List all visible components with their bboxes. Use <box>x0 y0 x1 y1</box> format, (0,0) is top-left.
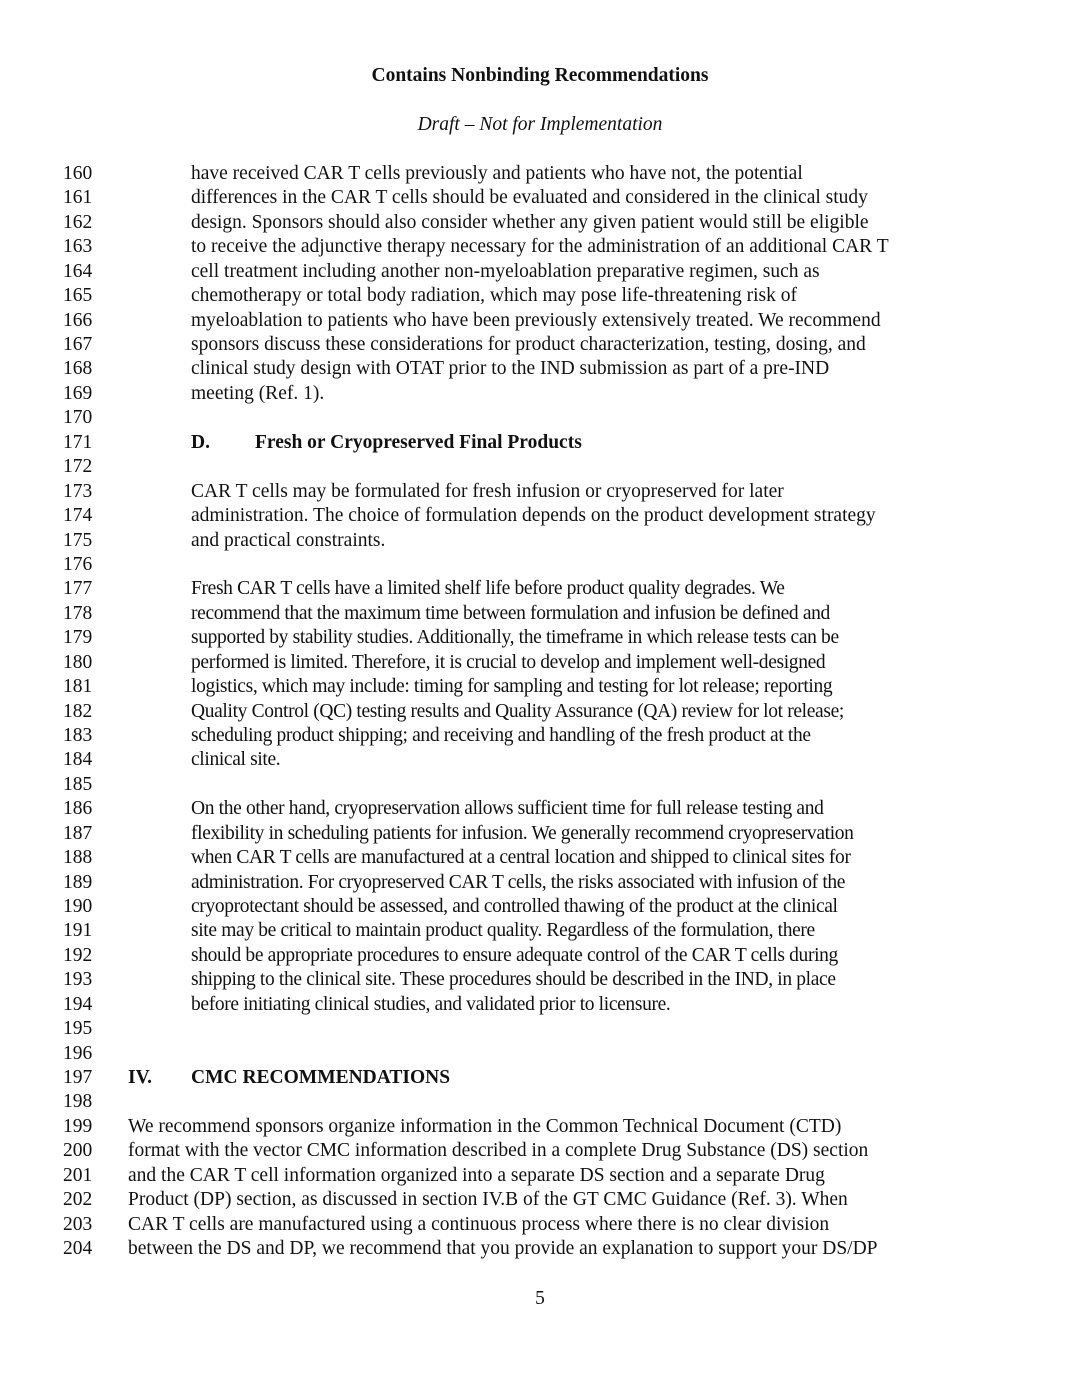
document-line <box>0 553 1080 577</box>
line-text: and practical constraints. <box>191 529 386 551</box>
line-text: should be appropriate procedures to ensure adequate control of the CAR T cells during <box>191 944 838 966</box>
line-text: design. Sponsors should also consider whether any given patient would still be eligible <box>191 211 869 233</box>
document-line <box>0 1115 1080 1139</box>
document-line <box>0 1139 1080 1163</box>
line-number: 202 <box>63 1189 93 1211</box>
line-text: when CAR T cells are manufactured at a central location and shipped to clinical sites for <box>191 847 851 868</box>
document-line <box>0 211 1080 235</box>
line-text: clinical study design with OTAT prior to the IND submission as part of a pre-IND <box>191 358 830 380</box>
line-number: 182 <box>63 700 93 722</box>
section-heading: CMC RECOMMENDATIONS <box>191 1066 451 1088</box>
line-number: 179 <box>63 627 93 649</box>
line-text: and the CAR T cell information organized into a separate DS section and a separate Drug <box>128 1164 825 1186</box>
line-text: meeting (Ref. 1). <box>191 382 325 404</box>
line-number: 198 <box>63 1091 93 1113</box>
line-number: 184 <box>63 749 93 771</box>
document-line <box>0 406 1080 430</box>
header-subtitle: Draft – Not for Implementation <box>417 114 663 135</box>
line-number: 201 <box>63 1164 93 1186</box>
document-line <box>0 309 1080 333</box>
document-line <box>0 480 1080 504</box>
line-number: 174 <box>63 505 93 526</box>
line-number: 185 <box>63 773 93 795</box>
line-text: CAR T cells may be formulated for fresh infusion or cryopreserved for later <box>191 480 784 502</box>
document-line <box>0 919 1080 943</box>
document-line <box>0 577 1080 601</box>
document-line <box>0 944 1080 968</box>
line-number: 178 <box>63 602 93 624</box>
line-number: 183 <box>63 724 93 746</box>
document-line <box>0 504 1080 528</box>
line-number: 164 <box>63 260 93 282</box>
document-line <box>0 700 1080 724</box>
document-line <box>0 529 1080 553</box>
line-number: 177 <box>63 578 93 600</box>
line-text: supported by stability studies. Additionally, the timeframe in which release tests can be <box>191 627 839 649</box>
line-number: 173 <box>63 480 93 502</box>
line-number: 193 <box>63 969 93 991</box>
line-text: administration. The choice of formulation depends on the product development strategy <box>191 505 876 526</box>
document-line <box>0 1017 1080 1041</box>
document-line <box>0 162 1080 186</box>
line-number: 191 <box>63 920 93 942</box>
line-number: 163 <box>63 236 93 258</box>
document-line <box>0 1066 1080 1090</box>
document-line <box>0 382 1080 406</box>
line-number: 188 <box>63 847 93 868</box>
line-number: 200 <box>63 1140 93 1162</box>
line-text: chemotherapy or total body radiation, which may pose life-threatening risk of <box>191 285 797 307</box>
line-text: have received CAR T cells previously and patients who have not, the potential <box>191 163 803 184</box>
line-text: flexibility in scheduling patients for infusion. We generally recommend cryopreservation <box>191 822 854 844</box>
document-line <box>0 968 1080 992</box>
document-line <box>0 675 1080 699</box>
document-line <box>0 871 1080 895</box>
line-number: 169 <box>63 382 93 404</box>
document-line <box>0 333 1080 357</box>
line-text: sponsors discuss these considerations for product characterization, testing, dosing, and <box>191 334 866 355</box>
document-line <box>0 1042 1080 1066</box>
line-number: 162 <box>63 211 93 233</box>
line-text: between the DS and DP, we recommend that you provide an explanation to support your DS/DP <box>128 1237 878 1259</box>
line-text: format with the vector CMC information described in a complete Drug Substance (DS) section <box>128 1140 869 1162</box>
line-number: 199 <box>63 1115 93 1137</box>
line-number: 189 <box>63 871 93 893</box>
document-line <box>0 602 1080 626</box>
document-line <box>0 1237 1080 1261</box>
line-number: 180 <box>63 651 93 673</box>
line-text: before initiating clinical studies, and validated prior to licensure. <box>191 993 671 1015</box>
line-number: 166 <box>63 309 93 331</box>
document-line <box>0 797 1080 821</box>
document-line <box>0 1213 1080 1237</box>
line-number: 175 <box>63 529 93 551</box>
line-text: to receive the adjunctive therapy necessary for the administration of an additional CAR T <box>191 236 889 258</box>
line-text: scheduling product shipping; and receiving and handling of the fresh product at the <box>191 724 811 746</box>
document-line <box>0 895 1080 919</box>
document-line <box>0 455 1080 479</box>
document-line <box>0 186 1080 210</box>
line-number: 168 <box>63 358 93 380</box>
document-line <box>0 1164 1080 1188</box>
document-line <box>0 235 1080 259</box>
document-line <box>0 773 1080 797</box>
section-label: IV. <box>128 1066 153 1088</box>
line-text: Fresh CAR T cells have a limited shelf life before product quality degrades. We <box>191 578 785 600</box>
line-text: logistics, which may include: timing for sampling and testing for lot release; reporting <box>191 676 833 697</box>
line-number: 196 <box>63 1042 93 1064</box>
line-text: cell treatment including another non-myeloablation preparative regimen, such as <box>191 260 820 282</box>
line-number: 187 <box>63 822 93 844</box>
line-text: differences in the CAR T cells should be evaluated and considered in the clinical study <box>191 187 868 209</box>
line-number: 186 <box>63 798 93 820</box>
line-number: 197 <box>63 1066 93 1088</box>
section-label: D. <box>191 431 210 453</box>
line-number: 194 <box>63 993 93 1015</box>
line-text: Quality Control (QC) testing results and Quality Assurance (QA) review for lot release; <box>191 700 844 722</box>
line-number: 160 <box>63 163 93 184</box>
line-text: clinical site. <box>191 749 281 771</box>
line-text: site may be critical to maintain product quality. Regardless of the formulation, there <box>191 920 815 942</box>
section-heading: Fresh or Cryopreserved Final Products <box>255 431 582 453</box>
line-number: 192 <box>63 944 93 966</box>
line-number: 176 <box>63 553 93 575</box>
document-line <box>0 993 1080 1017</box>
document-line <box>0 260 1080 284</box>
page-number: 5 <box>535 1288 545 1309</box>
line-text: Product (DP) section, as discussed in section IV.B of the GT CMC Guidance (Ref. 3). When <box>128 1189 848 1211</box>
document-line <box>0 1188 1080 1212</box>
line-text: cryoprotectant should be assessed, and controlled thawing of the product at the clinical <box>191 895 838 917</box>
document-line <box>0 431 1080 455</box>
document-line <box>0 846 1080 870</box>
line-text: CAR T cells are manufactured using a continuous process where there is no clear division <box>128 1213 830 1235</box>
line-text: On the other hand, cryopreservation allows sufficient time for full release testing and <box>191 798 824 820</box>
line-number: 190 <box>63 895 93 917</box>
document-line <box>0 284 1080 308</box>
line-text: We recommend sponsors organize information in the Common Technical Document (CTD) <box>128 1115 842 1137</box>
line-number: 165 <box>63 285 93 307</box>
line-text: performed is limited. Therefore, it is crucial to develop and implement well-designed <box>191 651 826 673</box>
line-number: 171 <box>63 431 93 453</box>
document-line <box>0 724 1080 748</box>
line-number: 161 <box>63 187 93 209</box>
document-line <box>0 357 1080 381</box>
document-line <box>0 822 1080 846</box>
line-number: 204 <box>63 1237 93 1259</box>
line-number: 170 <box>63 407 93 429</box>
line-number: 172 <box>63 456 93 478</box>
line-text: recommend that the maximum time between formulation and infusion be defined and <box>191 602 830 624</box>
document-line <box>0 1090 1080 1114</box>
line-text: administration. For cryopreserved CAR T cells, the risks associated with infusion of the <box>191 871 846 893</box>
line-number: 181 <box>63 676 93 697</box>
line-number: 195 <box>63 1018 93 1039</box>
document-line <box>0 626 1080 650</box>
line-number: 203 <box>63 1213 93 1235</box>
line-number: 167 <box>63 334 93 355</box>
document-line <box>0 651 1080 675</box>
document-line <box>0 748 1080 772</box>
header-title: Contains Nonbinding Recommendations <box>371 65 709 86</box>
line-text: shipping to the clinical site. These procedures should be described in the IND, in place <box>191 969 836 991</box>
line-text: myeloablation to patients who have been previously extensively treated. We recommend <box>191 309 881 331</box>
